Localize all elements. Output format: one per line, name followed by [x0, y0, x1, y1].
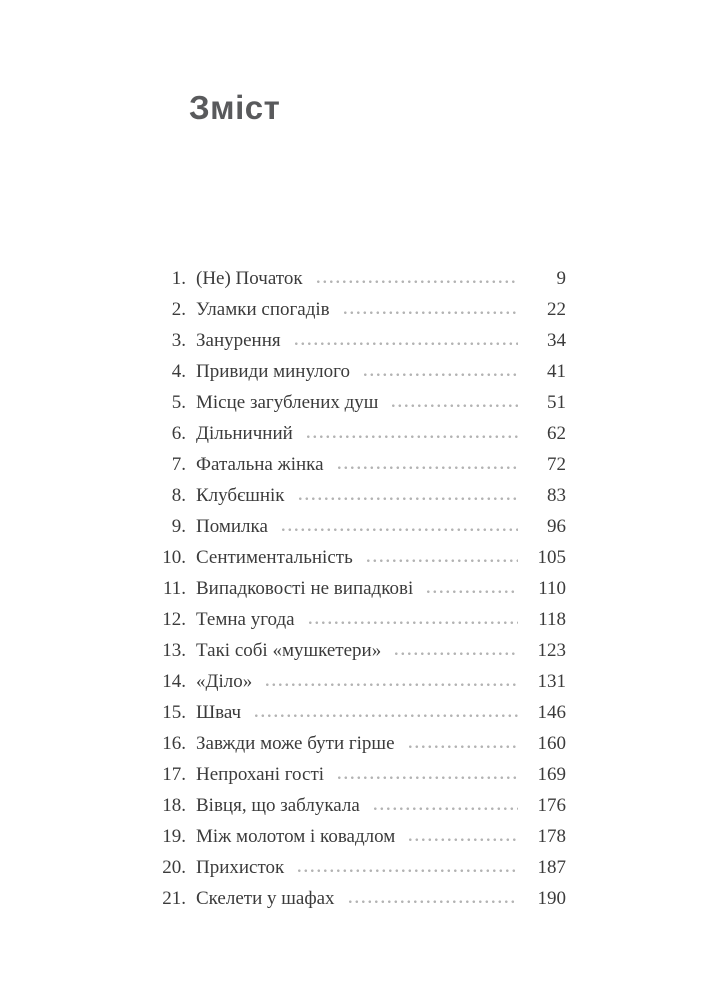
dot-leader: [409, 745, 519, 749]
dot-leader: [409, 838, 518, 842]
dot-leader: [374, 807, 518, 811]
dot-leader: [317, 280, 518, 284]
toc-entry-title: Темна угода: [196, 609, 295, 630]
table-of-contents: [158, 263, 566, 914]
dot-leader: [364, 373, 518, 377]
toc-entry-title: Місце загублених душ: [196, 392, 379, 413]
toc-entry: [158, 821, 566, 852]
toc-entry: [158, 790, 566, 821]
toc-entry-title: Швач: [196, 702, 242, 723]
toc-entry-page: 187: [537, 857, 566, 878]
toc-entry-number: 3.: [171, 330, 186, 351]
toc-entry-number: 20.: [162, 857, 186, 878]
toc-entry-number: 15.: [162, 702, 186, 723]
toc-entry-title: Клубєшнік: [196, 485, 285, 506]
toc-entry-page: 72: [547, 454, 566, 475]
toc-entry-number: 10.: [162, 547, 186, 568]
toc-entry-number: 2.: [171, 299, 186, 320]
toc-entry-page: 118: [538, 609, 566, 630]
toc-entry-number: 9.: [171, 516, 186, 537]
toc-entry-page: 22: [547, 299, 566, 320]
toc-entry-title: Занурення: [196, 330, 281, 351]
dot-leader: [266, 683, 518, 687]
page-title: Зміст: [189, 89, 281, 126]
dot-leader: [338, 466, 518, 470]
toc-entry-page: 131: [537, 671, 566, 692]
toc-entry-page: 51: [547, 392, 566, 413]
toc-entry: [158, 542, 566, 573]
toc-entry-title: Непрохані гості: [196, 764, 325, 785]
toc-entry-title: Між молотом і ковадлом: [196, 826, 396, 847]
toc-entry-page: 190: [537, 888, 566, 909]
toc-entry-number: 18.: [162, 795, 186, 816]
toc-entry-page: 83: [547, 485, 566, 506]
dot-leader: [344, 311, 518, 315]
toc-entry-page: 146: [537, 702, 566, 723]
toc-entry-number: 14.: [162, 671, 186, 692]
toc-entry: [158, 325, 566, 356]
toc-entry-page: 9: [556, 268, 566, 289]
toc-entry: [158, 697, 566, 728]
toc-entry-title: Дільничний: [196, 423, 293, 444]
toc-entry: [158, 666, 566, 697]
toc-entry-title: Такі собі «мушкетери»: [196, 640, 382, 661]
toc-entry-title: Привиди минулого: [196, 361, 350, 382]
toc-entry-number: 8.: [171, 485, 186, 506]
toc-entry-page: 110: [538, 578, 566, 599]
toc-entry-number: 12.: [162, 609, 186, 630]
dot-leader: [392, 404, 518, 408]
dot-leader: [282, 528, 518, 532]
toc-entry: [158, 511, 566, 542]
dot-leader: [338, 776, 518, 780]
toc-entry-title: (Не) Початок: [196, 268, 303, 289]
toc-entry-title: Випадковості не випадкові: [196, 578, 414, 599]
toc-entry-page: 96: [547, 516, 566, 537]
toc-entry-title: Помилка: [196, 516, 268, 537]
toc-entry-title: Скелети у шафах: [196, 888, 335, 909]
dot-leader: [255, 714, 518, 718]
toc-entry-page: 41: [547, 361, 566, 382]
dot-leader: [295, 342, 518, 346]
toc-entry-number: 6.: [171, 423, 186, 444]
toc-entry-number: 16.: [162, 733, 186, 754]
toc-entry-page: 176: [537, 795, 566, 816]
toc-entry-number: 19.: [162, 826, 186, 847]
toc-entry-page: 169: [537, 764, 566, 785]
toc-entry-page: 62: [547, 423, 566, 444]
toc-entry-title: Вівця, що заблукала: [196, 795, 360, 816]
toc-entry: [158, 635, 566, 666]
toc-entry: [158, 728, 566, 759]
toc-entry-page: 123: [537, 640, 566, 661]
toc-entry-page: 178: [537, 826, 566, 847]
toc-entry-number: 13.: [162, 640, 186, 661]
toc-entry: [158, 294, 566, 325]
toc-entry-page: 34: [547, 330, 566, 351]
toc-entry: [158, 604, 566, 635]
dot-leader: [298, 869, 518, 873]
toc-entry-number: 5.: [171, 392, 186, 413]
dot-leader: [427, 590, 518, 594]
toc-entry: [158, 480, 566, 511]
toc-entry-number: 1.: [171, 268, 186, 289]
toc-entry-page: 105: [537, 547, 566, 568]
dot-leader: [395, 652, 518, 656]
toc-entry-number: 21.: [162, 888, 186, 909]
dot-leader: [349, 900, 518, 904]
toc-entry-page: 160: [537, 733, 566, 754]
toc-entry-number: 4.: [171, 361, 186, 382]
toc-entry: [158, 263, 566, 294]
toc-entry-number: 7.: [171, 454, 186, 475]
toc-entry-number: 11.: [162, 578, 186, 599]
toc-entry-title: Уламки спогадів: [196, 299, 330, 320]
dot-leader: [309, 621, 518, 625]
toc-entry: [158, 387, 566, 418]
toc-entry-number: 17.: [162, 764, 186, 785]
toc-entry-title: Сентиментальність: [196, 547, 353, 568]
toc-entry: [158, 573, 566, 604]
toc-entry: [158, 852, 566, 883]
toc-entry-title: Завжди може бути гірше: [196, 733, 395, 754]
dot-leader: [367, 559, 518, 563]
toc-entry: [158, 449, 566, 480]
toc-entry: [158, 759, 566, 790]
toc-entry-title: Фатальна жінка: [196, 454, 324, 475]
toc-entry-title: Прихисток: [196, 857, 285, 878]
toc-entry: [158, 418, 566, 449]
dot-leader: [299, 497, 518, 501]
toc-entry: [158, 883, 566, 914]
toc-entry-title: «Діло»: [196, 671, 253, 692]
dot-leader: [307, 435, 518, 439]
toc-entry: [158, 356, 566, 387]
